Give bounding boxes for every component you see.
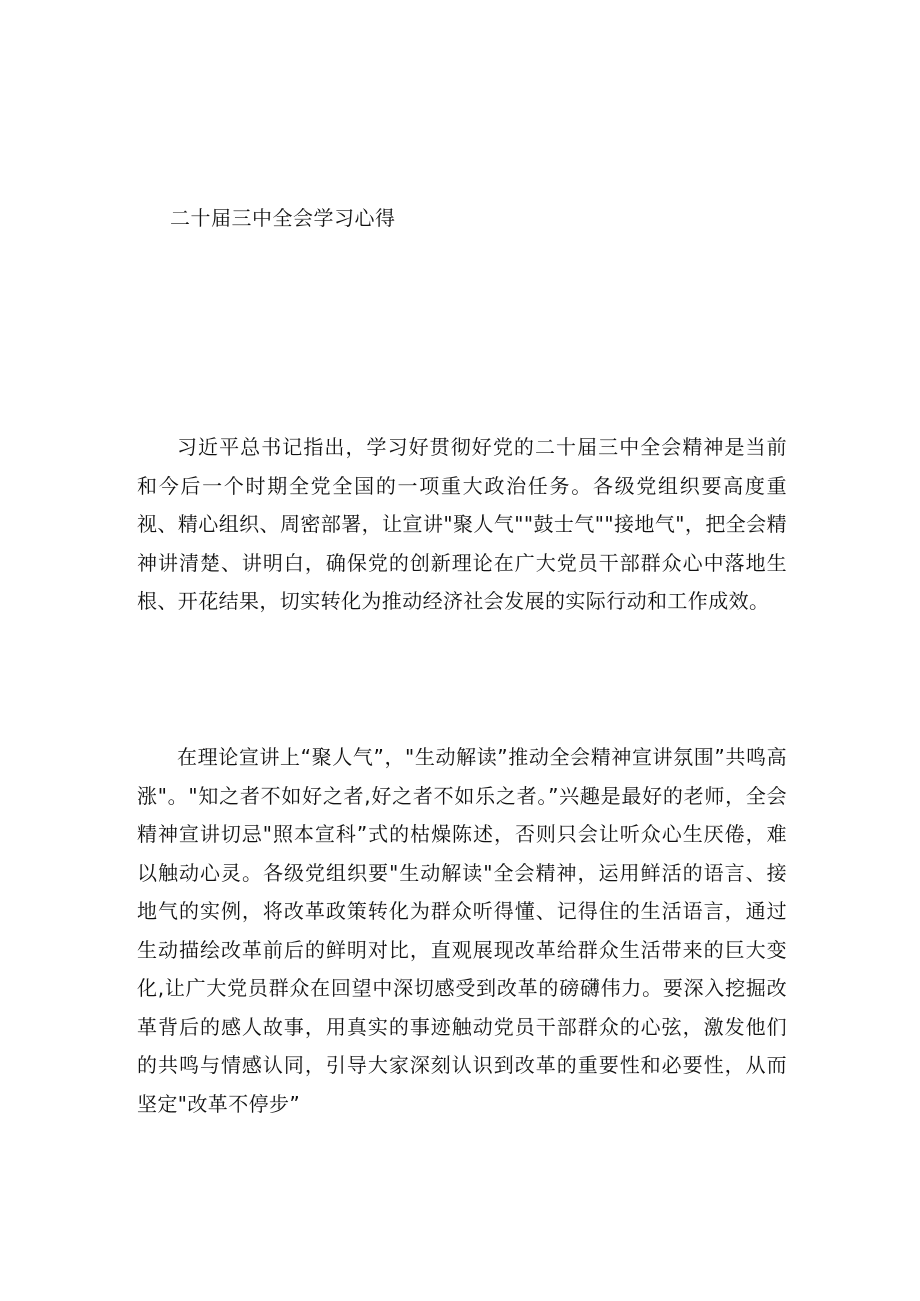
document-title: 二十届三中全会学习心得 bbox=[170, 206, 396, 230]
paragraph-2: 在理论宣讲上“聚人气”，"生动解读”推动全会精神宣讲氛围”共鸣高涨"。"知之者不如好之者,好之者不如乐之者。”兴趣是最好的老师，全会精神宣讲切忌"照本宣科”式的枯燥陈述，否则只会让听众心生厌倦，难以触动心灵。各级党组织要"生动解读"全会精神，运用鲜活的语言、接地气的实例，将改革政策转化为群众听得懂、记得住的生活语言，通过生动描绘改革前后的鲜明对比，直观展现改革给群众生活带来的巨大变化,让广大党员群众在回望中深切感受到改革的磅礴伟力。要深入挖掘改革背后的感人故事，用真实的事迹触动党员干部群众的心弦，激发他们的共鸣与情感认同，引导大家深刻认识到改革的重要性和必要性，从而坚定"改革不停步” bbox=[137, 745, 787, 1116]
paragraph-1: 习近平总书记指出，学习好贯彻好党的二十届三中全会精神是当前和今后一个时期全党全国的一项重大政治任务。各级党组织要高度重视、精心组织、周密部署，让宣讲"聚人气""鼓士气""接地气"，把全会精神讲清楚、讲明白，确保党的创新理论在广大党员干部群众心中落地生根、开花结果，切实转化为推动经济社会发展的实际行动和工作成效。 bbox=[137, 435, 787, 613]
